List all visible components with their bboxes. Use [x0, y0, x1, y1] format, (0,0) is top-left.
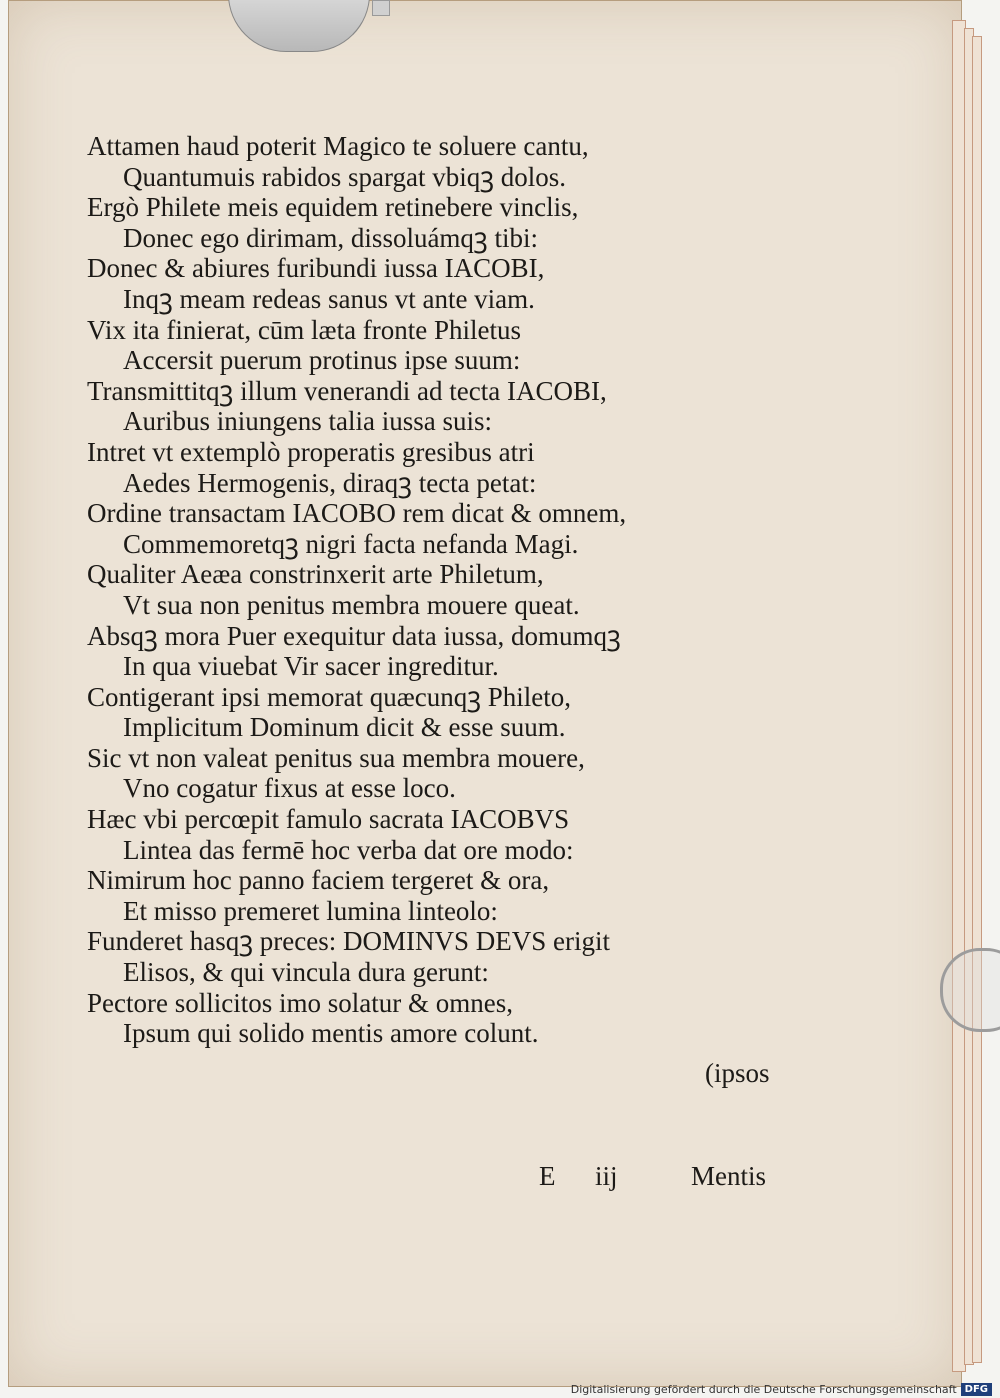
verse-line: Qualiter Aeæa constrinxerit arte Philetum, [87, 559, 544, 590]
verse-line: Funderet hasqꝫ preces: DOMINVS DEVS erigit [87, 926, 610, 957]
verse-line: Vno cogatur fixus at esse loco. [123, 773, 456, 804]
verse-line: Inqꝫ meam redeas sanus vt ante viam. [123, 283, 535, 314]
verse-line: Commemoretqꝫ nigri facta nefanda Magi. [123, 528, 579, 559]
verse-line: Quantumuis rabidos spargat vbiqꝫ dolos. [123, 161, 567, 192]
verse-line: Vix ita finierat, cūm læta fronte Philetus [87, 314, 522, 345]
digitization-credit [571, 1383, 992, 1396]
verse-line: Absqꝫ mora Puer exequitur data iussa, domumqꝫ [87, 620, 621, 651]
verse-line: Nimirum hoc panno faciem tergeret & ora, [87, 865, 550, 896]
verse-line: Et misso premeret lumina linteolo: [123, 895, 498, 926]
dfg-logo: DFG [961, 1383, 992, 1396]
verse-line: Ergò Philete meis equidem retinebere vinclis, [87, 192, 579, 223]
verse-line: Implicitum Dominum dicit & esse suum. [123, 712, 566, 743]
catchword: Mentis [691, 1161, 767, 1191]
verse-line: Intret vt extemplò properatis gresibus atri [87, 436, 535, 467]
turnover-word: (ipsos [705, 1058, 770, 1088]
verse-line: Accersit puerum protinus ipse suum: [123, 345, 521, 376]
credit-text: Digitalisierung gefördert durch die Deutsche Forschungsgemeinschaft [570, 1383, 957, 1396]
verse-line: Hæc vbi percœpit famulo sacrata IACOBVS [87, 804, 570, 835]
signature-number: iij [595, 1161, 618, 1191]
verse-line: Contigerant ipsi memorat quæcunqꝫ Phileto, [87, 681, 571, 712]
verse-line: Attamen haud poterit Magico te soluere cantu, [87, 131, 589, 161]
verse-line: Donec ego dirimam, dissoluámqꝫ tibi: [123, 222, 538, 253]
book-clip-tab [372, 0, 390, 16]
verse-block [87, 131, 807, 1049]
verse-line: Auribus iniungens talia iussa suis: [123, 406, 492, 437]
verse-line: Lintea das fermē hoc verba dat ore modo: [123, 834, 574, 865]
signature-mark: E [539, 1161, 556, 1191]
verse-line: Transmittitqꝫ illum venerandi ad tecta IACOBI, [87, 375, 607, 406]
verse-line: Donec & abiures furibundi iussa IACOBI, [87, 253, 545, 284]
verse-line: Aedes Hermogenis, diraqꝫ tecta petat: [123, 467, 537, 498]
page-edge [972, 36, 982, 1363]
verse-line: Ipsum qui solido mentis amore colunt. [123, 1018, 539, 1049]
verse-line: Ordine transactam IACOBO rem dicat & omnem, [87, 498, 627, 529]
verse-line: Pectore sollicitos imo solatur & omnes, [87, 987, 513, 1018]
verse-line: Sic vt non valeat penitus sua membra mouere, [87, 742, 585, 773]
verse-line: Elisos, & qui vincula dura gerunt: [123, 957, 489, 988]
verse-line: In qua viuebat Vir sacer ingreditur. [123, 651, 499, 682]
verse-line: Vt sua non penitus membra mouere queat. [123, 589, 580, 620]
book-page [8, 0, 962, 1387]
